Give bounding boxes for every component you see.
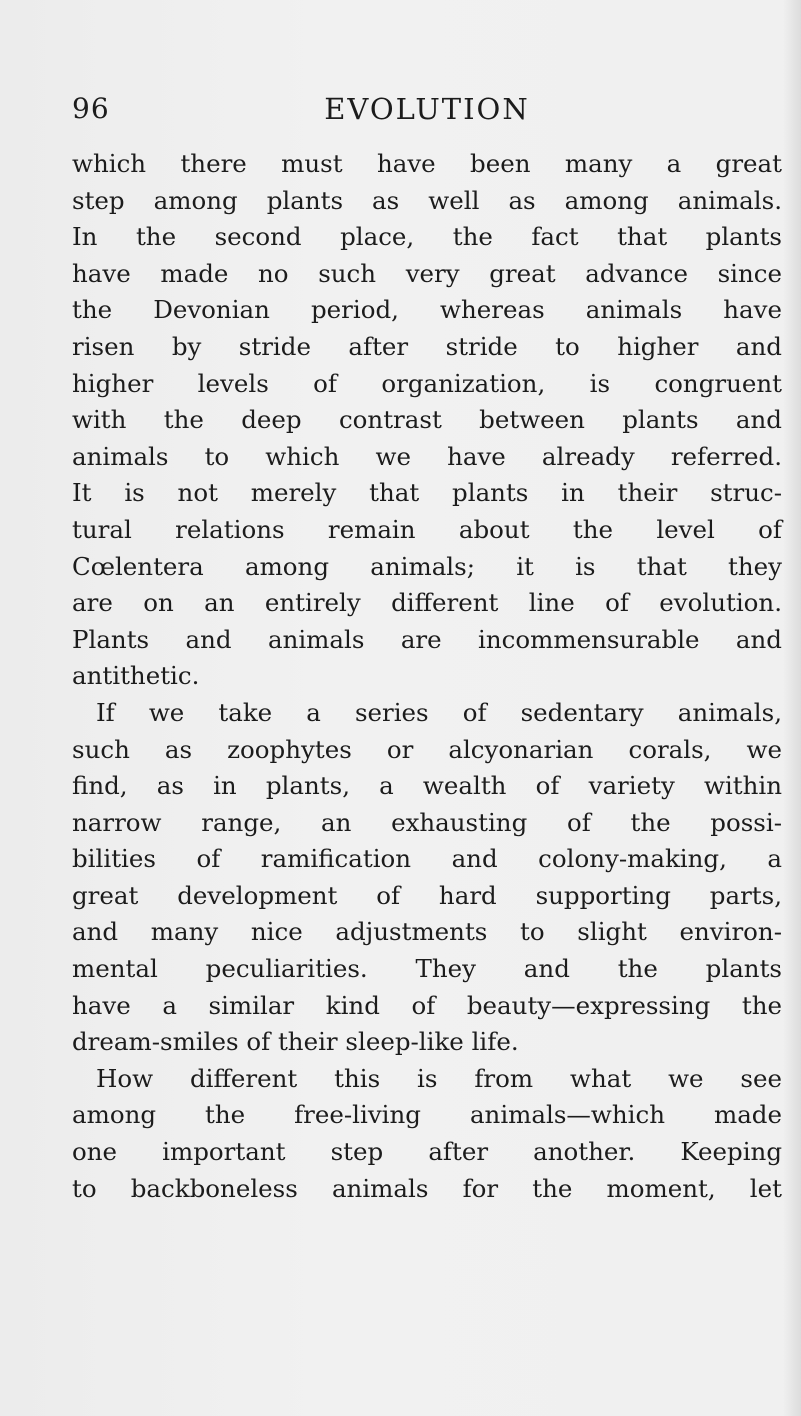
paragraph-end-line: antithetic. — [72, 661, 200, 691]
body-text — [72, 146, 782, 1207]
text-line: tural relations remain about the level of — [72, 514, 782, 544]
running-title: EVOLUTION — [324, 92, 530, 126]
text-line: Plants and animals are incommensurable and — [72, 624, 782, 654]
text-line: narrow range, an exhausting of the possi- — [72, 807, 782, 837]
text-line: bilities of ramification and colony-making, a — [72, 844, 782, 874]
page-edge-shadow — [783, 0, 801, 1416]
text-line: mental peculiarities. They and the plants — [72, 954, 782, 984]
page-header — [72, 92, 782, 132]
paragraph-start-line: How different this is from what we see — [96, 1063, 782, 1093]
text-line: step among plants as well as among animals. — [72, 185, 782, 215]
text-line: to backboneless animals for the moment, let — [72, 1173, 782, 1203]
page-number: 96 — [72, 92, 110, 125]
text-line: find, as in plants, a wealth of variety within — [72, 771, 782, 801]
text-line: are on an entirely different line of evolution. — [72, 588, 782, 618]
text-line: higher levels of organization, is congruent — [72, 368, 782, 398]
text-line: risen by stride after stride to higher and — [72, 331, 782, 361]
text-line: animals to which we have already referred. — [72, 441, 782, 471]
text-line: such as zoophytes or alcyonarian corals, we — [72, 734, 782, 764]
text-line: have a similar kind of beauty—expressing the — [72, 990, 782, 1020]
text-line: and many nice adjustments to slight environ- — [72, 917, 782, 947]
text-line: have made no such very great advance since — [72, 258, 782, 288]
text-line: with the deep contrast between plants and — [72, 405, 782, 435]
paragraph-end-line: dream-smiles of their sleep-like life. — [72, 1027, 519, 1057]
paragraph-start-line: If we take a series of sedentary animals, — [96, 697, 782, 727]
text-line: among the free-living animals—which made — [72, 1100, 782, 1130]
text-line: which there must have been many a great — [72, 149, 782, 178]
text-line: great development of hard supporting parts, — [72, 880, 782, 910]
text-line: Cœlentera among animals; it is that they — [72, 551, 782, 581]
text-line: one important step after another. Keeping — [72, 1137, 782, 1167]
text-line: In the second place, the fact that plants — [72, 222, 782, 252]
text-line: the Devonian period, whereas animals have — [72, 295, 782, 325]
text-line: It is not merely that plants in their struc- — [72, 478, 782, 508]
